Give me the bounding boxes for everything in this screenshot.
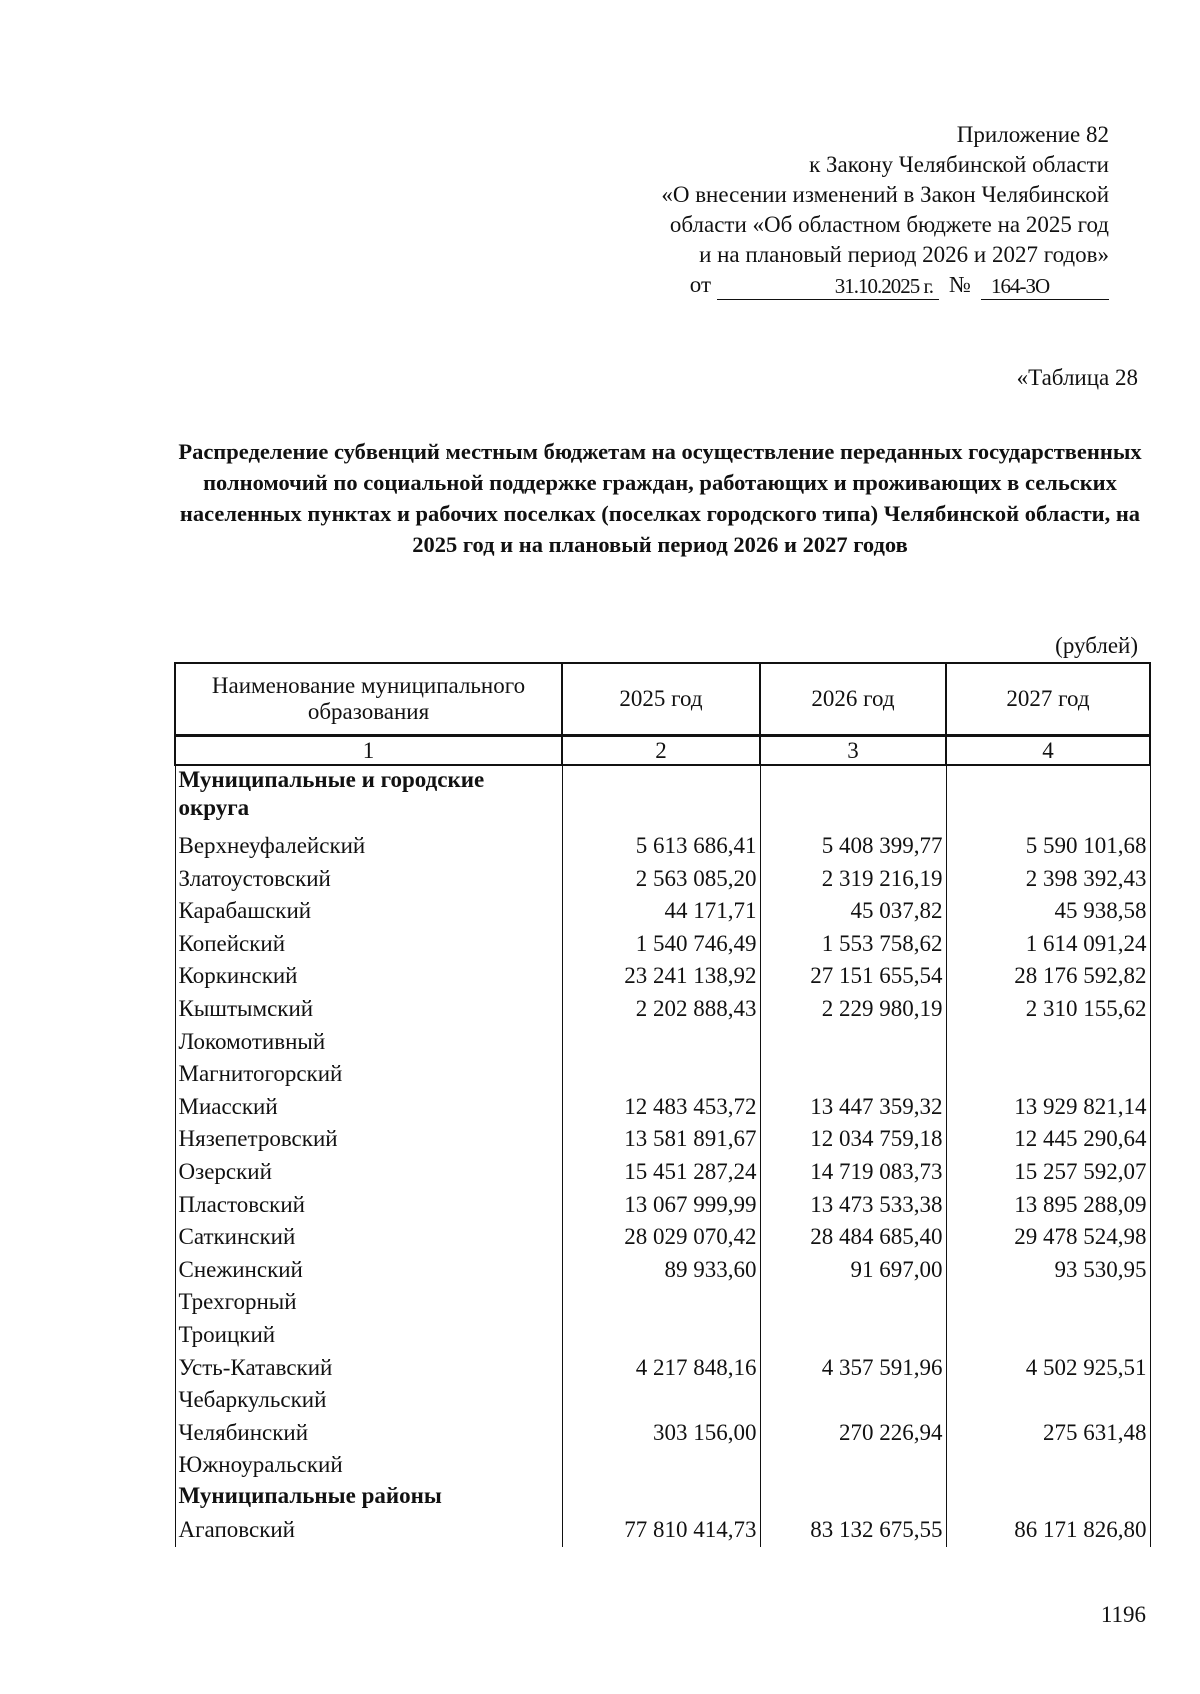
table-row xyxy=(175,1221,1150,1254)
table-row xyxy=(175,895,1150,928)
table-row xyxy=(175,1319,1150,1352)
municipality-name: Трехгорный xyxy=(175,1286,562,1319)
section-row xyxy=(175,1482,1150,1515)
value-2026: 4 357 591,96 xyxy=(760,1352,946,1385)
value-2025 xyxy=(562,1286,760,1319)
law-title-line-1: «О внесении изменений в Закон Челябинской xyxy=(661,182,1109,207)
value-2026: 91 697,00 xyxy=(760,1254,946,1287)
law-date-number-line xyxy=(661,270,1109,300)
empty-cell xyxy=(760,765,946,830)
header-2026: 2026 год xyxy=(760,663,946,736)
value-2027: 12 445 290,64 xyxy=(946,1123,1150,1156)
municipality-name: Карабашский xyxy=(175,895,562,928)
value-2026: 45 037,82 xyxy=(760,895,946,928)
value-2027 xyxy=(946,1026,1150,1059)
section-row xyxy=(175,765,1150,830)
value-2025: 1 540 746,49 xyxy=(562,928,760,961)
municipality-name: Южноуральский xyxy=(175,1449,562,1482)
value-2026: 83 132 675,55 xyxy=(760,1514,946,1547)
value-2027: 15 257 592,07 xyxy=(946,1156,1150,1189)
value-2027: 275 631,48 xyxy=(946,1417,1150,1450)
value-2027 xyxy=(946,1286,1150,1319)
column-number: 2 xyxy=(562,736,760,766)
table-row xyxy=(175,1123,1150,1156)
table-row xyxy=(175,1286,1150,1319)
appendix-number: Приложение 82 xyxy=(956,122,1109,147)
table-row xyxy=(175,1058,1150,1091)
value-2025: 13 581 891,67 xyxy=(562,1123,760,1156)
value-2025: 44 171,71 xyxy=(562,895,760,928)
table-row xyxy=(175,1449,1150,1482)
unit-label: (рублей) xyxy=(1055,633,1138,658)
value-2025: 4 217 848,16 xyxy=(562,1352,760,1385)
law-title-line-2: области «Об областном бюджете на 2025 год xyxy=(669,212,1109,237)
table-row xyxy=(175,960,1150,993)
value-2025 xyxy=(562,1058,760,1091)
municipality-name: Копейский xyxy=(175,928,562,961)
value-2025: 28 029 070,42 xyxy=(562,1221,760,1254)
section-title: Муниципальные и городские округа xyxy=(175,765,562,830)
appendix-header xyxy=(661,120,1109,300)
value-2026: 5 408 399,77 xyxy=(760,830,946,863)
page-number: 1196 xyxy=(1100,1602,1146,1627)
column-number-row xyxy=(175,736,1150,766)
column-number: 1 xyxy=(175,736,562,766)
value-2026: 27 151 655,54 xyxy=(760,960,946,993)
value-2026 xyxy=(760,1058,946,1091)
table-row xyxy=(175,1189,1150,1222)
header-2025: 2025 год xyxy=(562,663,760,736)
value-2025 xyxy=(562,1026,760,1059)
municipality-name: Локомотивный xyxy=(175,1026,562,1059)
value-2025: 303 156,00 xyxy=(562,1417,760,1450)
header-municipality: Наименование муниципального образования xyxy=(175,663,562,736)
value-2027 xyxy=(946,1058,1150,1091)
value-2027: 13 895 288,09 xyxy=(946,1189,1150,1222)
value-2027: 4 502 925,51 xyxy=(946,1352,1150,1385)
municipality-name: Нязепетровский xyxy=(175,1123,562,1156)
value-2026 xyxy=(760,1384,946,1417)
value-2026: 270 226,94 xyxy=(760,1417,946,1450)
municipality-name: Озерский xyxy=(175,1156,562,1189)
value-2025: 15 451 287,24 xyxy=(562,1156,760,1189)
table-row xyxy=(175,1254,1150,1287)
table-row xyxy=(175,1156,1150,1189)
value-2027: 29 478 524,98 xyxy=(946,1221,1150,1254)
table-row xyxy=(175,1417,1150,1450)
municipality-name: Усть-Катавский xyxy=(175,1352,562,1385)
value-2025: 23 241 138,92 xyxy=(562,960,760,993)
table-row xyxy=(175,863,1150,896)
value-2025 xyxy=(562,1384,760,1417)
value-2025 xyxy=(562,1449,760,1482)
from-label: от xyxy=(689,272,712,297)
value-2025: 13 067 999,99 xyxy=(562,1189,760,1222)
document-title: Распределение субвенций местным бюджетам на осуществление переданных государственных полномочий по социальной поддержке граждан, работающих и проживающих в сельских населенных пунктах и рабочих поселках (поселках городского типа) Челябинской области, на 2025 год и на плановый период 2026 и 2027 годов xyxy=(178,439,1142,557)
law-number: 164-ЗО xyxy=(981,273,1109,300)
value-2026: 14 719 083,73 xyxy=(760,1156,946,1189)
value-2027: 5 590 101,68 xyxy=(946,830,1150,863)
value-2026 xyxy=(760,1449,946,1482)
municipality-name: Челябинский xyxy=(175,1417,562,1450)
municipality-name: Магнитогорский xyxy=(175,1058,562,1091)
value-2027: 28 176 592,82 xyxy=(946,960,1150,993)
empty-cell xyxy=(946,1482,1150,1515)
empty-cell xyxy=(946,765,1150,830)
value-2026 xyxy=(760,1319,946,1352)
value-2027: 1 614 091,24 xyxy=(946,928,1150,961)
value-2026: 28 484 685,40 xyxy=(760,1221,946,1254)
law-reference: к Закону Челябинской области xyxy=(809,152,1109,177)
value-2025: 12 483 453,72 xyxy=(562,1091,760,1124)
value-2027 xyxy=(946,1319,1150,1352)
value-2025: 89 933,60 xyxy=(562,1254,760,1287)
table-row xyxy=(175,928,1150,961)
law-date: 31.10.2025 г. xyxy=(717,273,939,300)
municipality-name: Пластовский xyxy=(175,1189,562,1222)
value-2026: 2 229 980,19 xyxy=(760,993,946,1026)
header-2027: 2027 год xyxy=(946,663,1150,736)
value-2027: 2 398 392,43 xyxy=(946,863,1150,896)
value-2027: 86 171 826,80 xyxy=(946,1514,1150,1547)
value-2026: 13 447 359,32 xyxy=(760,1091,946,1124)
value-2026: 13 473 533,38 xyxy=(760,1189,946,1222)
value-2025 xyxy=(562,1319,760,1352)
value-2026: 12 034 759,18 xyxy=(760,1123,946,1156)
value-2025: 2 202 888,43 xyxy=(562,993,760,1026)
section-title: Муниципальные районы xyxy=(175,1482,562,1515)
table-row xyxy=(175,830,1150,863)
number-sign: № xyxy=(949,272,971,297)
municipality-name: Кыштымский xyxy=(175,993,562,1026)
value-2027 xyxy=(946,1449,1150,1482)
table-header-row xyxy=(175,663,1150,736)
value-2026 xyxy=(760,1286,946,1319)
value-2026: 1 553 758,62 xyxy=(760,928,946,961)
table-row xyxy=(175,993,1150,1026)
empty-cell xyxy=(562,1482,760,1515)
value-2026: 2 319 216,19 xyxy=(760,863,946,896)
value-2027: 13 929 821,14 xyxy=(946,1091,1150,1124)
municipality-name: Саткинский xyxy=(175,1221,562,1254)
value-2025: 77 810 414,73 xyxy=(562,1514,760,1547)
subvention-table xyxy=(174,662,1151,1547)
municipality-name: Златоустовский xyxy=(175,863,562,896)
table-row xyxy=(175,1091,1150,1124)
column-number: 4 xyxy=(946,736,1150,766)
value-2027: 93 530,95 xyxy=(946,1254,1150,1287)
value-2027: 2 310 155,62 xyxy=(946,993,1150,1026)
municipality-name: Троицкий xyxy=(175,1319,562,1352)
table-row xyxy=(175,1384,1150,1417)
table-row xyxy=(175,1352,1150,1385)
value-2027: 45 938,58 xyxy=(946,895,1150,928)
municipality-name: Коркинский xyxy=(175,960,562,993)
value-2027 xyxy=(946,1384,1150,1417)
municipality-name: Снежинский xyxy=(175,1254,562,1287)
empty-cell xyxy=(760,1482,946,1515)
municipality-name: Миасский xyxy=(175,1091,562,1124)
column-number: 3 xyxy=(760,736,946,766)
value-2025: 5 613 686,41 xyxy=(562,830,760,863)
value-2025: 2 563 085,20 xyxy=(562,863,760,896)
empty-cell xyxy=(562,765,760,830)
value-2026 xyxy=(760,1026,946,1059)
table-row xyxy=(175,1514,1150,1547)
municipality-name: Верхнеуфалейский xyxy=(175,830,562,863)
table-label: «Таблица 28 xyxy=(1016,365,1138,390)
municipality-name: Чебаркульский xyxy=(175,1384,562,1417)
municipality-name: Агаповский xyxy=(175,1514,562,1547)
law-title-line-3: и на плановый период 2026 и 2027 годов» xyxy=(699,242,1109,267)
table-body xyxy=(175,765,1150,1547)
table-row xyxy=(175,1026,1150,1059)
